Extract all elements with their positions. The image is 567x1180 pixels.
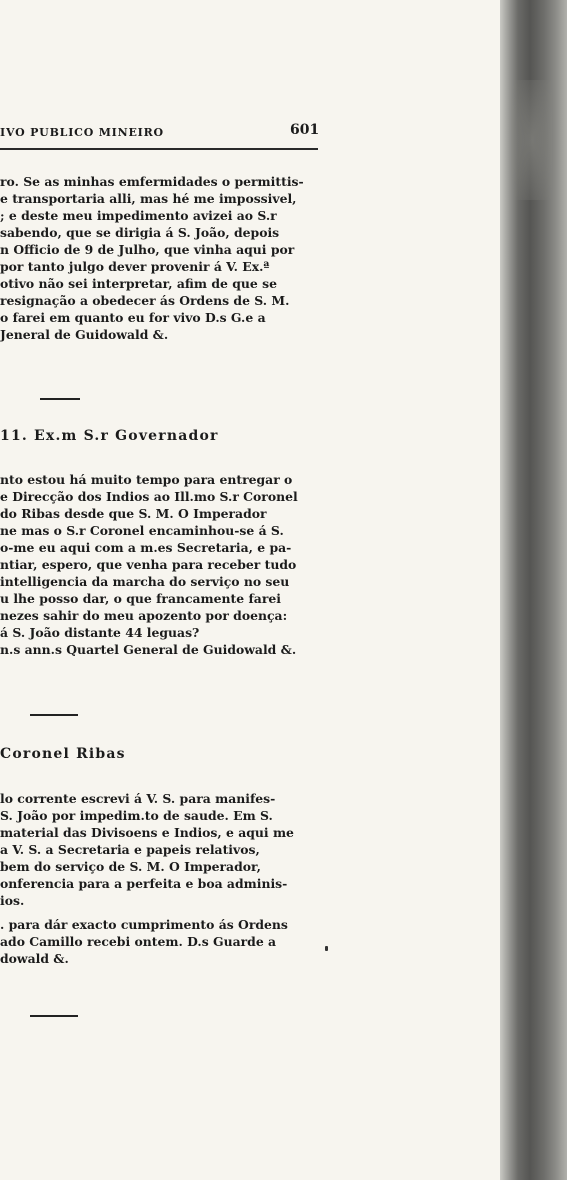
- section1-line-1: ro. Se as minhas emfermidades o permittis-: [0, 174, 304, 189]
- header-rule: [0, 148, 318, 150]
- section2-line-7: intelligencia da marcha do serviço no seu: [0, 574, 290, 589]
- section1-line-6: por tanto julgo dever provenir á V. Ex.ª: [0, 259, 270, 274]
- page-number: 601: [290, 122, 320, 138]
- section2-line-2: e Direcção dos Indios ao Ill.mo S.r Coronel: [0, 489, 298, 504]
- section2-line-4: ne mas o S.r Coronel encaminhou-se á S.: [0, 523, 284, 538]
- gutter-stain: [512, 80, 552, 200]
- section3-line-10: dowald &.: [0, 951, 69, 966]
- section3-line-5: bem do serviço de S. M. O Imperador,: [0, 859, 261, 874]
- section2-line-8: u lhe posso dar, o que francamente farei: [0, 591, 281, 606]
- section2-line-11: n.s ann.s Quartel General de Guidowald &.: [0, 642, 297, 657]
- section2-line-6: ntiar, espero, que venha para receber tudo: [0, 557, 297, 572]
- section3-line-8: . para dár exacto cumprimento ás Ordens: [0, 917, 288, 932]
- section1-line-4: sabendo, que se dirigia á S. João, depois: [0, 225, 280, 240]
- section1-line-9: o farei em quanto eu for vivo D.s G.e a: [0, 310, 266, 325]
- section1-line-2: e transportaria alli, mas hé me impossivel,: [0, 191, 297, 206]
- section2-line-10: á S. João distante 44 leguas?: [0, 625, 200, 640]
- section3-line-3: material das Divisoens e Indios, e aqui me: [0, 825, 294, 840]
- section-divider-2: [30, 714, 78, 716]
- section-divider-3: [30, 1015, 78, 1017]
- section1-line-3: ; e deste meu impedimento avizei ao S.r: [0, 208, 277, 223]
- section1-line-8: resignação a obedecer ás Ordens de S. M.: [0, 293, 290, 308]
- section2-heading: 11. Ex.m S.r Governador: [0, 428, 219, 444]
- section3-heading: Coronel Ribas: [0, 746, 126, 762]
- section3-line-7: ios.: [0, 893, 25, 908]
- section1-line-10: Jeneral de Guidowald &.: [0, 327, 169, 342]
- section3-line-2: S. João por impedim.to de saude. Em S.: [0, 808, 273, 823]
- section3-line-9: ado Camillo recebi ontem. D.s Guarde a: [0, 934, 277, 949]
- section2-line-1: nto estou há muito tempo para entregar o: [0, 472, 293, 487]
- section1-line-7: otivo não sei interpretar, afim de que se: [0, 276, 277, 291]
- running-head: IVO PUBLICO MINEIRO: [0, 126, 164, 139]
- ink-speck: [325, 946, 328, 951]
- section3-line-1: lo corrente escrevi á V. S. para manifes-: [0, 791, 276, 806]
- section1-line-5: n Officio de 9 de Julho, que vinha aqui por: [0, 242, 295, 257]
- section3-line-6: onferencia para a perfeita e boa adminis-: [0, 876, 288, 891]
- section-divider-1: [40, 398, 80, 400]
- section2-line-3: do Ribas desde que S. M. O Imperador: [0, 506, 267, 521]
- section2-line-5: o-me eu aqui com a m.es Secretaria, e pa-: [0, 540, 292, 555]
- section2-line-9: nezes sahir do meu apozento por doença:: [0, 608, 288, 623]
- section3-line-4: a V. S. a Secretaria e papeis relativos,: [0, 842, 260, 857]
